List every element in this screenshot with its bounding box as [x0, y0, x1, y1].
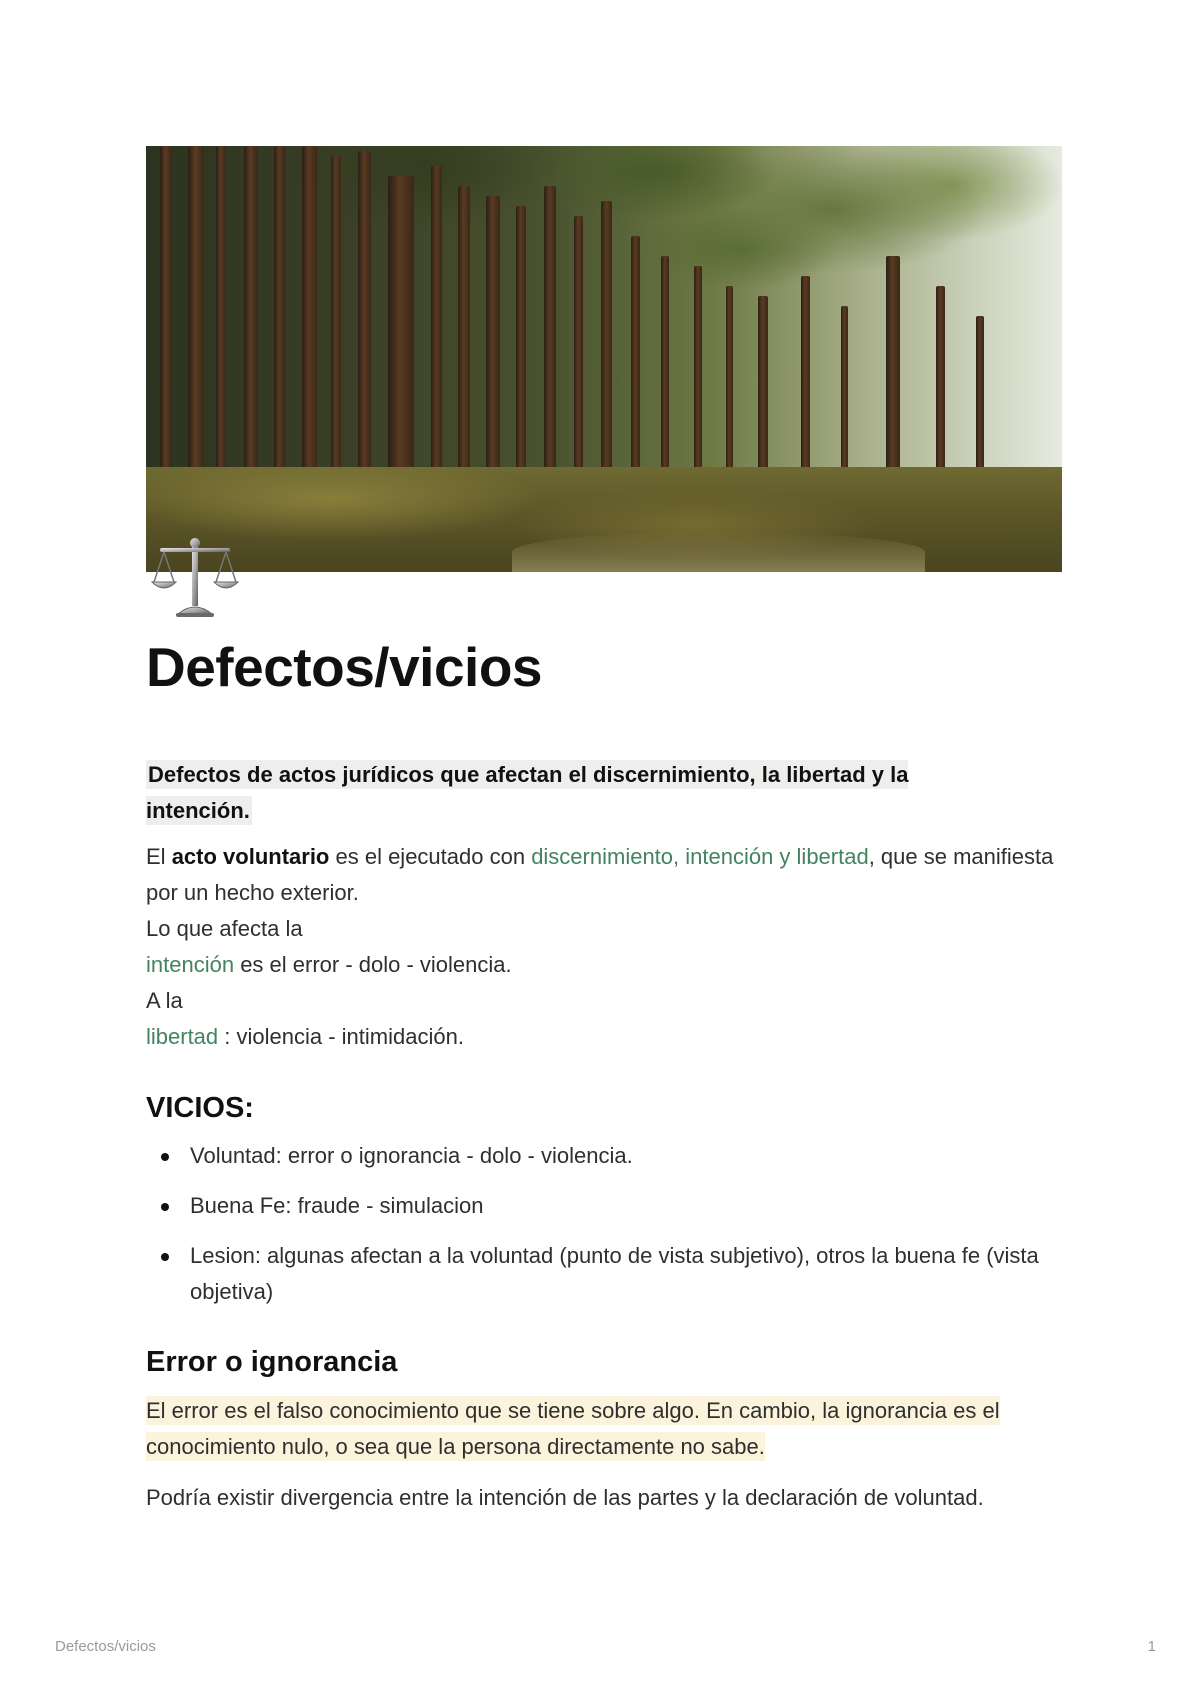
vicios-list — [146, 1138, 1062, 1324]
intro-line-5 — [146, 1019, 1062, 1055]
page-title: Defectos/vicios — [146, 636, 543, 698]
acto-voluntario-bold: acto voluntario — [171, 844, 330, 869]
intro-paragraph — [146, 839, 1062, 1055]
list-item — [146, 1138, 1062, 1174]
vicios-heading: VICIOS: — [146, 1092, 254, 1124]
bullet-dot — [161, 1203, 169, 1211]
list-item-text: Lesion: algunas afectan a la voluntad (punto de vista subjetivo), otros la buena fe (vista objetiva) — [190, 1243, 1039, 1304]
balance-scale-icon[interactable] — [150, 534, 240, 620]
list-item — [146, 1188, 1062, 1224]
bullet-dot — [161, 1153, 169, 1161]
page-number: 1 — [1147, 1638, 1156, 1655]
summary-statement-text: Defectos de actos jurídicos que afectan el discernimiento, la libertad y la intención. — [146, 762, 909, 823]
green-highlight-text: intención — [146, 952, 235, 977]
error-definition-text: El error es el falso conocimiento que se tiene sobre algo. En cambio, la ignorancia es el conocimiento nulo, o sea que la persona directamente no sabe. — [146, 1398, 1000, 1459]
list-item-text: Buena Fe: fraude - simulacion — [190, 1193, 484, 1218]
error-heading: Error o ignorancia — [146, 1346, 398, 1378]
list-item-text: Voluntad: error o ignorancia - dolo - violencia. — [190, 1143, 633, 1168]
intro-line-2: Lo que afecta la — [146, 916, 303, 941]
list-item — [146, 1238, 1062, 1310]
intro-line-4: A la — [146, 988, 183, 1013]
cover-image — [146, 146, 1062, 572]
divergencia-paragraph: Podría existir divergencia entre la intención de las partes y la declaración de voluntad. — [146, 1485, 984, 1510]
intro-text: es el error - dolo - violencia. — [234, 952, 512, 977]
intro-text: : violencia - intimidación. — [218, 1024, 464, 1049]
green-highlight-text: discernimiento, intención y libertad — [531, 844, 869, 869]
footer-title: Defectos/vicios — [55, 1638, 156, 1655]
bullet-dot — [161, 1253, 169, 1261]
summary-statement — [146, 757, 1014, 829]
cover-path — [512, 532, 924, 572]
error-definition — [146, 1393, 1062, 1465]
intro-line-3 — [146, 947, 1062, 983]
intro-text: , que se manifiesta por un hecho exterior. — [146, 844, 1054, 905]
green-highlight-text: libertad — [146, 1024, 219, 1049]
intro-text: El — [146, 844, 172, 869]
intro-text: es el ejecutado con — [329, 844, 532, 869]
intro-line-1 — [146, 839, 1062, 911]
